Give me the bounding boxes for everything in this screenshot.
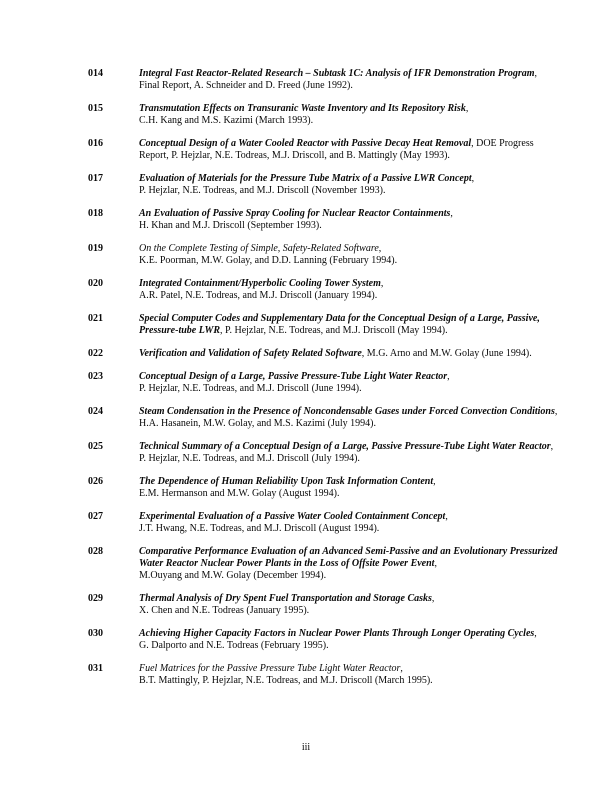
entry-title: Transmutation Effects on Transuranic Waste Inventory and Its Repository Risk — [139, 103, 466, 114]
entry-text — [139, 406, 558, 430]
entry-text — [139, 243, 558, 267]
entry-title: The Dependence of Human Reliability Upon Task Information Content — [139, 476, 434, 487]
entry-detail-text: , — [465, 103, 469, 114]
entry-detail-text: , — [534, 68, 538, 79]
entry-line — [139, 103, 558, 115]
entry-detail-text: Final Report, A. Schneider and D. Freed (June 1992). — [139, 80, 353, 91]
entry-title: Integral Fast Reactor-Related Research – Subtask 1C: Analysis of IFR Demonstration Program — [139, 68, 535, 79]
entry-detail-text: P. Hejzlar, N.E. Todreas, and M.J. Driscoll (July 1994). — [139, 453, 360, 464]
entry-line — [139, 255, 558, 267]
entry-number: 019 — [88, 243, 103, 254]
entry-title: Integrated Containment/Hyperbolic Cooling Tower System — [139, 278, 381, 289]
entry-detail-text: , — [554, 406, 558, 417]
publication-entry — [88, 138, 558, 162]
entry-detail-text: , P. Hejzlar, N.E. Todreas, and M.J. Driscoll (May 1994). — [220, 325, 448, 336]
entry-line — [139, 278, 558, 290]
entry-text — [139, 313, 558, 337]
entry-line — [139, 371, 558, 383]
entry-detail-text: H. Khan and M.J. Driscoll (September 1993). — [139, 220, 322, 231]
entry-title: Thermal Analysis of Dry Spent Fuel Transportation and Storage Casks — [139, 593, 432, 604]
entry-detail-text: J.T. Hwang, N.E. Todreas, and M.J. Driscoll (August 1994). — [139, 523, 380, 534]
entry-detail-text: , — [431, 593, 435, 604]
entry-detail-text: P. Hejzlar, N.E. Todreas, and M.J. Driscoll (June 1994). — [139, 383, 362, 394]
entry-detail-text: K.E. Poorman, M.W. Golay, and D.D. Lanning (February 1994). — [139, 255, 398, 266]
publication-entry — [88, 663, 558, 687]
publication-entry — [88, 546, 558, 582]
entry-title: Conceptual Design of a Water Cooled Reactor with Passive Decay Heat Removal — [139, 138, 472, 149]
entry-text — [139, 593, 558, 617]
entry-detail-text: , — [380, 278, 384, 289]
entry-number: 026 — [88, 476, 103, 487]
entry-line — [139, 150, 558, 162]
entry-number: 027 — [88, 511, 103, 522]
entry-line — [139, 628, 558, 640]
entry-detail-text: A.R. Patel, N.E. Todreas, and M.J. Driscoll (January 1994). — [139, 290, 378, 301]
publication-entry — [88, 441, 558, 465]
entry-detail-text: , — [378, 243, 382, 254]
publication-entry — [88, 371, 558, 395]
entry-line — [139, 523, 558, 535]
entry-detail-text: , M.G. Arno and M.W. Golay (June 1994). — [361, 348, 532, 359]
entry-text — [139, 103, 558, 127]
entry-number: 024 — [88, 406, 103, 417]
publication-entry — [88, 593, 558, 617]
entry-line — [139, 488, 558, 500]
entry-detail-text: , — [447, 371, 450, 382]
entry-detail-text: C.H. Kang and M.S. Kazimi (March 1993). — [139, 115, 314, 126]
entry-line — [139, 663, 558, 675]
entry-line — [139, 418, 558, 430]
entry-detail-text: , DOE Progress — [471, 138, 534, 149]
entry-title: Steam Condensation in the Presence of Noncondensable Gases under Forced Convection Conditions — [139, 406, 555, 417]
entry-line — [139, 675, 558, 687]
entry-detail-text: Report, P. Hejzlar, N.E. Todreas, M.J. Driscoll, and B. Mattingly (May 1993). — [139, 150, 450, 161]
entry-line — [139, 243, 558, 255]
entry-detail-text: , — [445, 511, 448, 522]
entry-line — [139, 453, 558, 465]
entry-line — [139, 383, 558, 395]
entry-line — [139, 406, 558, 418]
entry-number: 023 — [88, 371, 103, 382]
entry-number: 028 — [88, 546, 103, 557]
entry-text — [139, 511, 558, 535]
entry-detail-text: , — [434, 558, 437, 569]
entry-line — [139, 313, 558, 325]
entry-number: 016 — [88, 138, 103, 149]
entry-line — [139, 546, 558, 558]
entry-number: 015 — [88, 103, 103, 114]
entry-detail-text: X. Chen and N.E. Todreas (January 1995). — [139, 605, 310, 616]
entry-line — [139, 68, 558, 80]
page-number: iii — [301, 742, 311, 753]
publication-entry — [88, 476, 558, 500]
entry-title: Conceptual Design of a Large, Passive Pressure-Tube Light Water Reactor — [139, 371, 448, 382]
entry-text — [139, 348, 558, 360]
entry-line — [139, 476, 558, 488]
entry-line — [139, 605, 558, 617]
entry-number: 029 — [88, 593, 103, 604]
entry-line — [139, 511, 558, 523]
entry-title: An Evaluation of Passive Spray Cooling for Nuclear Reactor Containments — [139, 208, 451, 219]
entry-title: On the Complete Testing of Simple, Safety-Related Software — [139, 243, 379, 254]
entry-number: 021 — [88, 313, 103, 324]
entry-line — [139, 138, 558, 150]
entry-line — [139, 593, 558, 605]
entry-detail-text: , — [450, 208, 453, 219]
entry-title: Comparative Performance Evaluation of an Advanced Semi-Passive and an Evolutionary Pressurized — [139, 546, 558, 557]
entry-text — [139, 173, 558, 197]
entry-line — [139, 290, 558, 302]
entry-detail-text: P. Hejzlar, N.E. Todreas, and M.J. Driscoll (November 1993). — [139, 185, 386, 196]
entry-detail-text: E.M. Hermanson and M.W. Golay (August 1994). — [139, 488, 340, 499]
publication-entry — [88, 173, 558, 197]
entry-detail-text: M.Ouyang and M.W. Golay (December 1994). — [139, 570, 327, 581]
publication-entry — [88, 628, 558, 652]
publication-entry — [88, 208, 558, 232]
entry-text — [139, 546, 558, 582]
entry-line — [139, 208, 558, 220]
entry-title: Experimental Evaluation of a Passive Water Cooled Containment Concept — [139, 511, 446, 522]
publication-entry — [88, 348, 558, 360]
publication-list — [88, 68, 558, 698]
entry-detail-text: , — [550, 441, 554, 452]
entry-line — [139, 348, 558, 360]
entry-title: Pressure-tube LWR — [139, 325, 221, 336]
entry-line — [139, 220, 558, 232]
entry-detail-text: , — [433, 476, 436, 487]
entry-line — [139, 640, 558, 652]
entry-detail-text: , — [471, 173, 475, 184]
entry-detail-text: , — [400, 663, 403, 674]
entry-title: Fuel Matrices for the Passive Pressure Tube Light Water Reactor — [139, 663, 401, 674]
entry-line — [139, 570, 558, 582]
publication-entry — [88, 313, 558, 337]
publication-entry — [88, 406, 558, 430]
entry-number: 014 — [88, 68, 103, 79]
entry-text — [139, 476, 558, 500]
entry-title: Special Computer Codes and Supplementary Data for the Conceptual Design of a Large, Passive, — [139, 313, 540, 324]
entry-detail-text: B.T. Mattingly, P. Hejzlar, N.E. Todreas, and M.J. Driscoll (March 1995). — [139, 675, 433, 686]
entry-title: Achieving Higher Capacity Factors in Nuclear Power Plants Through Longer Operating Cycles — [139, 628, 535, 639]
entry-detail-text: H.A. Hasanein, M.W. Golay, and M.S. Kazimi (July 1994). — [139, 418, 377, 429]
entry-line — [139, 325, 558, 337]
entry-line — [139, 173, 558, 185]
entry-text — [139, 278, 558, 302]
entry-text — [139, 628, 558, 652]
entry-text — [139, 371, 558, 395]
publication-entry — [88, 243, 558, 267]
entry-detail-text: G. Dalporto and N.E. Todreas (February 1995). — [139, 640, 329, 651]
entry-number: 025 — [88, 441, 103, 452]
entry-title: Verification and Validation of Safety Related Software — [139, 348, 362, 359]
entry-title: Evaluation of Materials for the Pressure Tube Matrix of a Passive LWR Concept — [139, 173, 472, 184]
entry-text — [139, 441, 558, 465]
entry-line — [139, 115, 558, 127]
entry-number: 018 — [88, 208, 103, 219]
entry-number: 030 — [88, 628, 103, 639]
entry-line — [139, 441, 558, 453]
entry-detail-text: , — [534, 628, 537, 639]
entry-text — [139, 663, 558, 687]
entry-line — [139, 80, 558, 92]
entry-text — [139, 208, 558, 232]
publication-entry — [88, 511, 558, 535]
entry-text — [139, 68, 558, 92]
entry-title: Water Reactor Nuclear Power Plants in the Loss of Offsite Power Event — [139, 558, 435, 569]
entry-number: 020 — [88, 278, 103, 289]
entry-line — [139, 185, 558, 197]
entry-title: Technical Summary of a Conceptual Design of a Large, Passive Pressure-Tube Light Water Reactor — [139, 441, 551, 452]
entry-line — [139, 558, 558, 570]
entry-number: 017 — [88, 173, 103, 184]
entry-number: 022 — [88, 348, 103, 359]
publication-entry — [88, 68, 558, 92]
publication-entry — [88, 103, 558, 127]
publication-entry — [88, 278, 558, 302]
entry-text — [139, 138, 558, 162]
entry-number: 031 — [88, 663, 103, 674]
